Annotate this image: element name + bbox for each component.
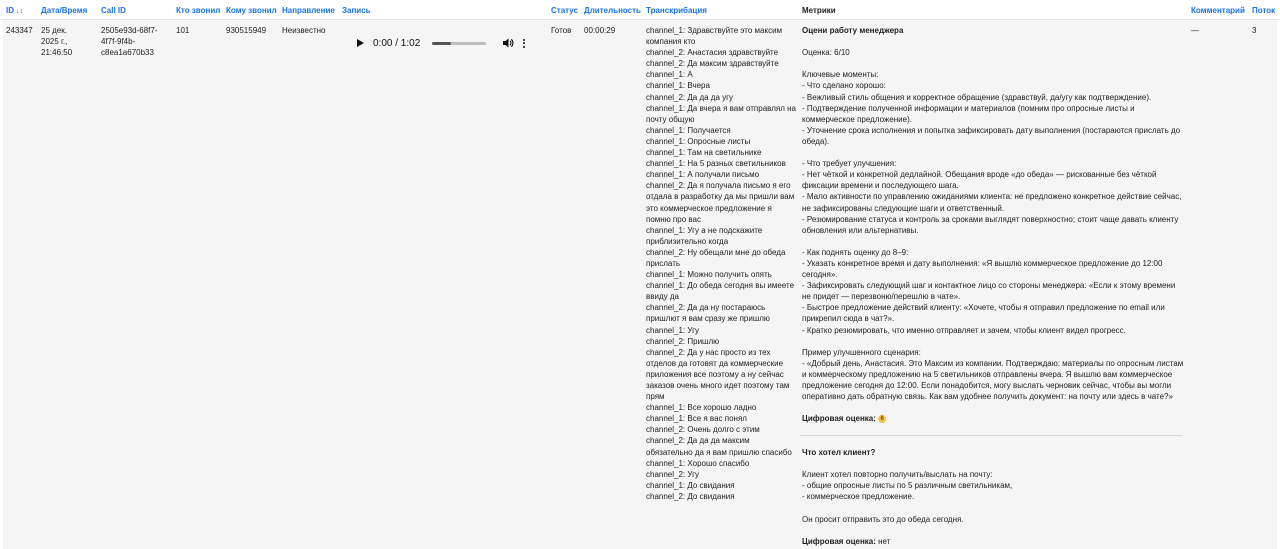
cell-callee: 930515949 xyxy=(226,26,267,35)
transcript-line: channel_2: До свидания xyxy=(646,491,735,501)
sort-icon[interactable]: ↓↕ xyxy=(16,8,23,15)
transcript-line: почту общую xyxy=(646,114,695,124)
column-header-metrics: Метрики xyxy=(802,6,836,15)
metrics-line: Ключевые моменты: xyxy=(802,70,879,80)
transcript-line: помню про вас xyxy=(646,214,701,224)
cell-direction: Неизвестно xyxy=(282,26,326,35)
cell-datetime: 25 дек. 2025 г., 21:46:50 xyxy=(41,26,73,58)
client-want-line: - коммерческое предложение. xyxy=(802,492,915,502)
column-header-duration[interactable]: Длительность xyxy=(584,6,641,15)
column-header-caller[interactable]: Кто звонил xyxy=(176,6,221,15)
transcript-line: channel_1: А получали письмо xyxy=(646,170,760,180)
transcript-line: channel_1: А xyxy=(646,70,693,80)
metrics-line: - Мало активности по управлению ожиданиями клиента: не предложено конкретное действие сейчас, xyxy=(802,192,1182,202)
transcript-line: channel_2: Да да да угу xyxy=(646,92,734,102)
transcript-line: channel_1: Опросные листы xyxy=(646,136,751,146)
column-header-transcription[interactable]: Транскрибация xyxy=(646,6,707,15)
metrics-line: фиксации времени и последующего шага. xyxy=(802,181,959,191)
transcript-line: channel_2: Да да ну постараюсь xyxy=(646,303,766,313)
metrics-line xyxy=(802,147,1187,158)
column-header-status[interactable]: Статус xyxy=(551,6,578,15)
transcript-line: обязательно да я вам пришлю спасибо xyxy=(646,447,792,457)
audio-progress-fill xyxy=(432,42,451,45)
volume-icon[interactable] xyxy=(502,37,514,49)
transcript-line: channel_1: Да вчера я вам отправлял на xyxy=(646,103,796,113)
cell-transcription xyxy=(646,25,796,502)
metrics-line: - Вежливый стиль общения и корректное обращение (здравствуй, да/угу как подтверждение). xyxy=(802,92,1152,102)
metrics-line xyxy=(802,336,1187,347)
audio-progress-bar[interactable] xyxy=(432,42,486,45)
metrics-score: Оценка: 6/10 xyxy=(802,48,850,58)
metrics-line: Пример улучшенного сценария: xyxy=(802,347,921,357)
metrics-line: - Как поднять оценку до 8–9: xyxy=(802,247,909,257)
transcript-line: channel_2: Угу xyxy=(646,469,700,479)
transcript-line: channel_2: Да я получала письмо я его xyxy=(646,181,791,191)
score-badge: 6 xyxy=(878,415,886,423)
play-icon[interactable] xyxy=(357,39,364,47)
transcript-line: channel_1: Можно получить опять xyxy=(646,270,772,280)
metrics-line: - «Добрый день, Анастасия. Это Максим из компании. Подтверждаю: материалы по опросным листам xyxy=(802,358,1184,368)
client-want-title: Что хотел клиент? xyxy=(802,448,876,457)
transcript-line: channel_1: Угу xyxy=(646,325,700,335)
column-header-datetime[interactable]: Дата/Время xyxy=(41,6,88,15)
column-header-id[interactable]: ID ↓↕ xyxy=(6,6,23,15)
transcript-line: приложения все поэтому а ну сейчас xyxy=(646,369,784,379)
client-want-section xyxy=(802,447,1187,547)
metrics-line: - Что сделано хорошо: xyxy=(802,81,886,91)
metrics-line: - Указать конкретное время и дату выполнения: «Я вышлю коммерческое предложение до 12:00 xyxy=(802,258,1163,268)
audio-player[interactable] xyxy=(352,32,538,54)
column-header-comment[interactable]: Комментарий xyxy=(1191,6,1245,15)
transcript-line: заказов очень много идет поэтому там xyxy=(646,381,790,390)
transcript-line: прислать xyxy=(646,258,681,268)
transcript-line: ввиду да xyxy=(646,292,679,302)
column-header-record[interactable]: Запись xyxy=(342,6,371,15)
metrics-line: - Резюмирование статуса и контроль за сроками выглядят поверхностно; стоит чаще давать клиенту xyxy=(802,214,1179,224)
transcript-line: channel_1: Угу а не подскажите xyxy=(646,225,763,235)
cell-id: 243347 xyxy=(6,26,33,35)
transcript-line: отделов да готовят да коммерческие xyxy=(646,358,784,368)
cell-callid: 2505e93d-68f7- 4f7f-9f4b- c8ea1a670b33 xyxy=(101,26,158,58)
client-want-note: Он просит отправить это до обеда сегодня. xyxy=(802,514,964,524)
table-header xyxy=(0,0,1280,20)
column-header-stream[interactable]: Поток xyxy=(1252,6,1276,15)
transcript-line: channel_1: Здравствуйте это максим xyxy=(646,26,783,35)
metrics-line: прикрепил сюда в чат?». xyxy=(802,314,895,324)
metrics-line: обеда). xyxy=(802,136,830,146)
metrics-line: - Кратко резюмировать, что именно отправляет и зачем, чтобы клиент видел прогресс. xyxy=(802,325,1126,335)
cell-status: Готов xyxy=(551,26,572,35)
transcript-line: channel_2: Да да да максим xyxy=(646,436,750,446)
transcript-line: channel_1: Получается xyxy=(646,125,731,135)
transcript-line: channel_2: Да максим здравствуйте xyxy=(646,59,779,69)
cell-caller: 101 xyxy=(176,26,190,35)
column-header-direction[interactable]: Направление xyxy=(282,6,335,15)
cell-stream: 3 xyxy=(1252,26,1257,35)
digital-score: Цифровая оценка: 6 xyxy=(802,413,1187,424)
transcript-line: приблизительно когда xyxy=(646,236,729,246)
metrics-line: и коммерческому предложению на 5 светильников отправлены вчера. Я вышлю вам коммерческое xyxy=(802,369,1173,379)
metrics-line: предложение сегодня до 12:00. Если понадобится, могу выслать черновик сейчас, чтобы вы могли xyxy=(802,381,1172,390)
metrics-line: - Нет чёткой и конкретной дедлайной. Обещания вроде «до обеда» — рискованные без чёткой xyxy=(802,170,1157,180)
transcript-line: channel_1: До обеда сегодня вы имеете xyxy=(646,281,795,291)
transcript-line: channel_1: На 5 разных светильников xyxy=(646,159,786,169)
transcript-line: отдала в разработку да мы пришли вам xyxy=(646,192,795,202)
metrics-body xyxy=(802,69,1187,402)
metrics-line: - Уточнение срока исполнения и попытка зафиксировать дату выполнения (постараются прислать до xyxy=(802,125,1181,135)
metrics-line: - Быстрое предложение действий клиенту: «Хочете, чтобы я отправил предложение по email или xyxy=(802,303,1165,313)
transcript-line: channel_1: Хорошо спасибо xyxy=(646,458,750,468)
transcript-line: это коммерческое предложение я xyxy=(646,203,772,213)
transcript-line: channel_1: Все хорошо ладно xyxy=(646,403,757,413)
transcript-line: channel_2: Пришлю xyxy=(646,336,720,346)
column-header-callid[interactable]: Call ID xyxy=(101,6,126,15)
column-header-callee[interactable]: Кому звонил xyxy=(226,6,277,15)
transcript-line: компания кто xyxy=(646,37,696,47)
cell-comment: — xyxy=(1191,26,1199,35)
transcript-line: channel_2: Анастасия здравствуйте xyxy=(646,48,779,58)
metrics-line: коммерческое предложение). xyxy=(802,114,912,124)
metrics-line: - Что требует улучшения: xyxy=(802,159,897,169)
metrics-line: - Зафиксировать следующий шаг и контактное лицо со стороны менеджера: «Если к этому времени xyxy=(802,281,1176,291)
metrics-line xyxy=(802,236,1187,247)
digital-score-2: Цифровая оценка: нет xyxy=(802,536,891,546)
audio-time: 0:00 / 1:02 xyxy=(373,37,421,49)
metrics-line: обновления или альтернативы. xyxy=(802,225,919,235)
metrics-line: не зафиксированы следующие шаги и ответственный. xyxy=(802,203,1005,213)
metrics-line: сегодня». xyxy=(802,270,838,280)
metrics-line: - Подтверждение полученной информации и материалов (помним про опросные листы и xyxy=(802,103,1135,113)
metrics-line: оперативно дать обратную связь. Как вам удобнее получить документ: на почту или здесь в чате?» xyxy=(802,392,1173,402)
cell-metrics xyxy=(802,25,1187,424)
transcript-line: channel_2: Ну обещали мне до обеда xyxy=(646,247,786,257)
transcript-line: channel_2: Очень долго с этим xyxy=(646,425,760,435)
transcript-line: channel_2: Да у нас просто из тех xyxy=(646,347,771,357)
cell-duration: 00:00:29 xyxy=(584,26,616,35)
transcript-line: channel_1: Вчера xyxy=(646,81,710,91)
more-options-icon[interactable] xyxy=(523,39,525,48)
metrics-title: Оцени работу менеджера xyxy=(802,26,904,35)
metrics-divider xyxy=(800,435,1182,436)
metrics-line: не придет — перезвоню/перешлю в чате». xyxy=(802,292,961,302)
transcript-line: пришлют я вам сразу же пришлю xyxy=(646,314,770,324)
client-want-line: Клиент хотел повторно получить/выслать на почту: xyxy=(802,470,993,480)
transcript-line: прям xyxy=(646,392,665,402)
transcript-line: channel_1: Там на светильнике xyxy=(646,148,762,158)
transcript-line: channel_1: До свидания xyxy=(646,480,735,490)
transcript-line: channel_1: Все я вас понял xyxy=(646,414,747,424)
client-want-line: - общие опросные листы по 5 различным светильникам, xyxy=(802,481,1013,491)
